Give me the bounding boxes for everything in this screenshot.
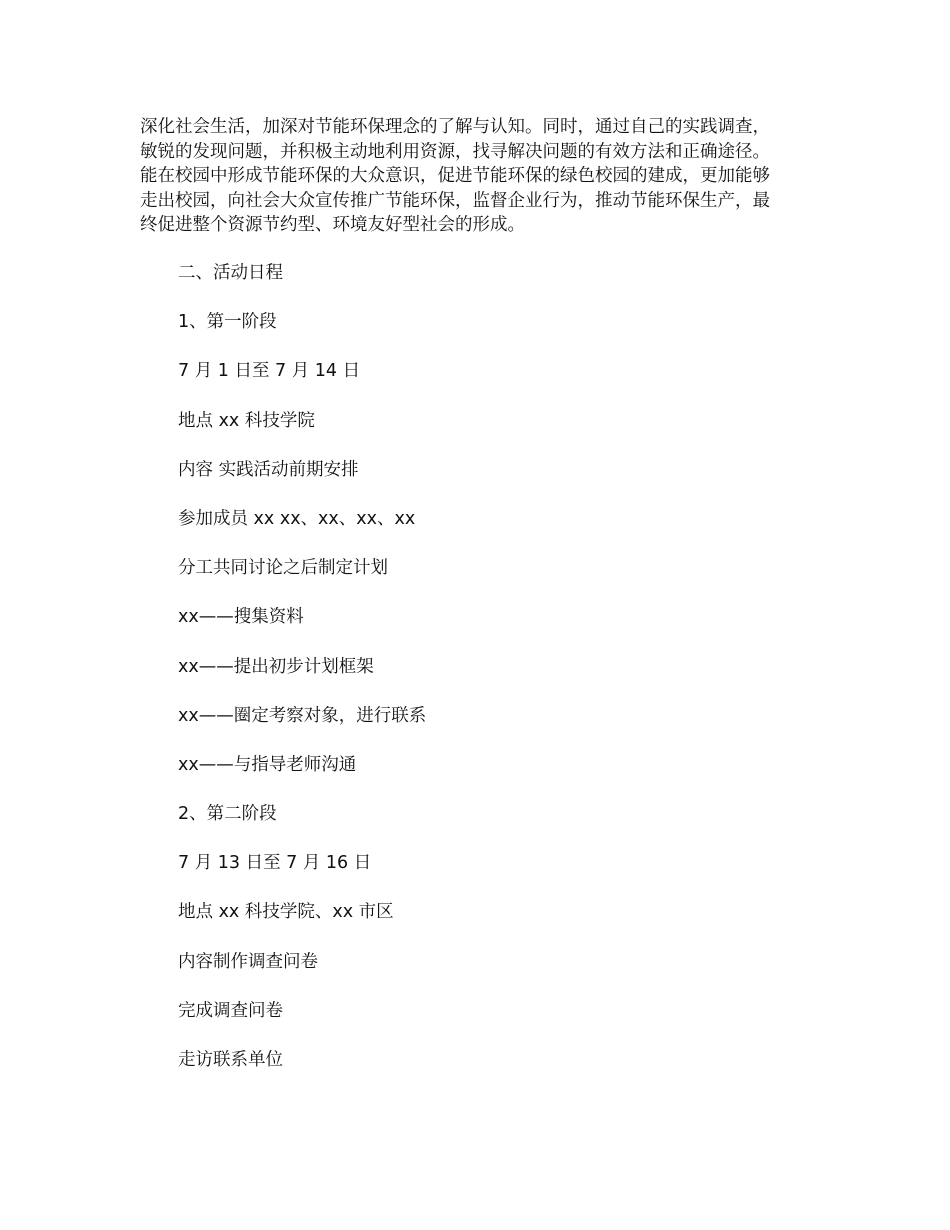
content-line: 内容 实践活动前期安排 — [178, 459, 359, 480]
phase-heading: 1、第一阶段 — [178, 312, 277, 333]
task-line: xx——搜集资料 — [178, 607, 304, 628]
task-line: 分工共同讨论之后制定计划 — [178, 558, 388, 579]
task-line: xx——圈定考察对象，进行联系 — [178, 705, 427, 726]
task-line: 完成调查问卷 — [178, 1000, 283, 1021]
paragraph-line: 终促进整个资源节约型、环境友好型社会的形成。 — [140, 215, 525, 236]
schedule-list — [178, 262, 818, 1098]
members-line: 参加成员 xx xx、xx、xx、xx — [178, 508, 416, 529]
location-line: 地点 xx 科技学院 — [178, 410, 315, 431]
paragraph-line: 走出校园，向社会大众宣传推广节能环保，监督企业行为，推动节能环保生产，最 — [140, 190, 770, 211]
phase-heading: 2、第二阶段 — [178, 804, 277, 825]
task-line: 走访联系单位 — [178, 1050, 283, 1070]
date-range: 7 月 1 日至 7 月 14 日 — [178, 361, 361, 382]
task-line: xx——提出初步计划框架 — [178, 656, 374, 677]
task-line: xx——与指导老师沟通 — [178, 754, 357, 775]
paragraph-line: 深化社会生活，加深对节能环保理念的了解与认知。同时，通过自己的实践调查， — [140, 117, 770, 137]
paragraph-line: 敏锐的发现问题，并积极主动地利用资源，找寻解决问题的有效方法和正确途径。 — [140, 141, 770, 162]
date-range: 7 月 13 日至 7 月 16 日 — [178, 853, 372, 874]
section-heading: 二、活动日程 — [178, 263, 283, 283]
content-line: 内容制作调查问卷 — [178, 951, 318, 972]
intro-paragraph — [140, 115, 815, 238]
paragraph-line: 能在校园中形成节能环保的大众意识，促进节能环保的绿色校园的建成，更加能够 — [140, 166, 770, 187]
location-line: 地点 xx 科技学院、xx 市区 — [178, 902, 394, 923]
